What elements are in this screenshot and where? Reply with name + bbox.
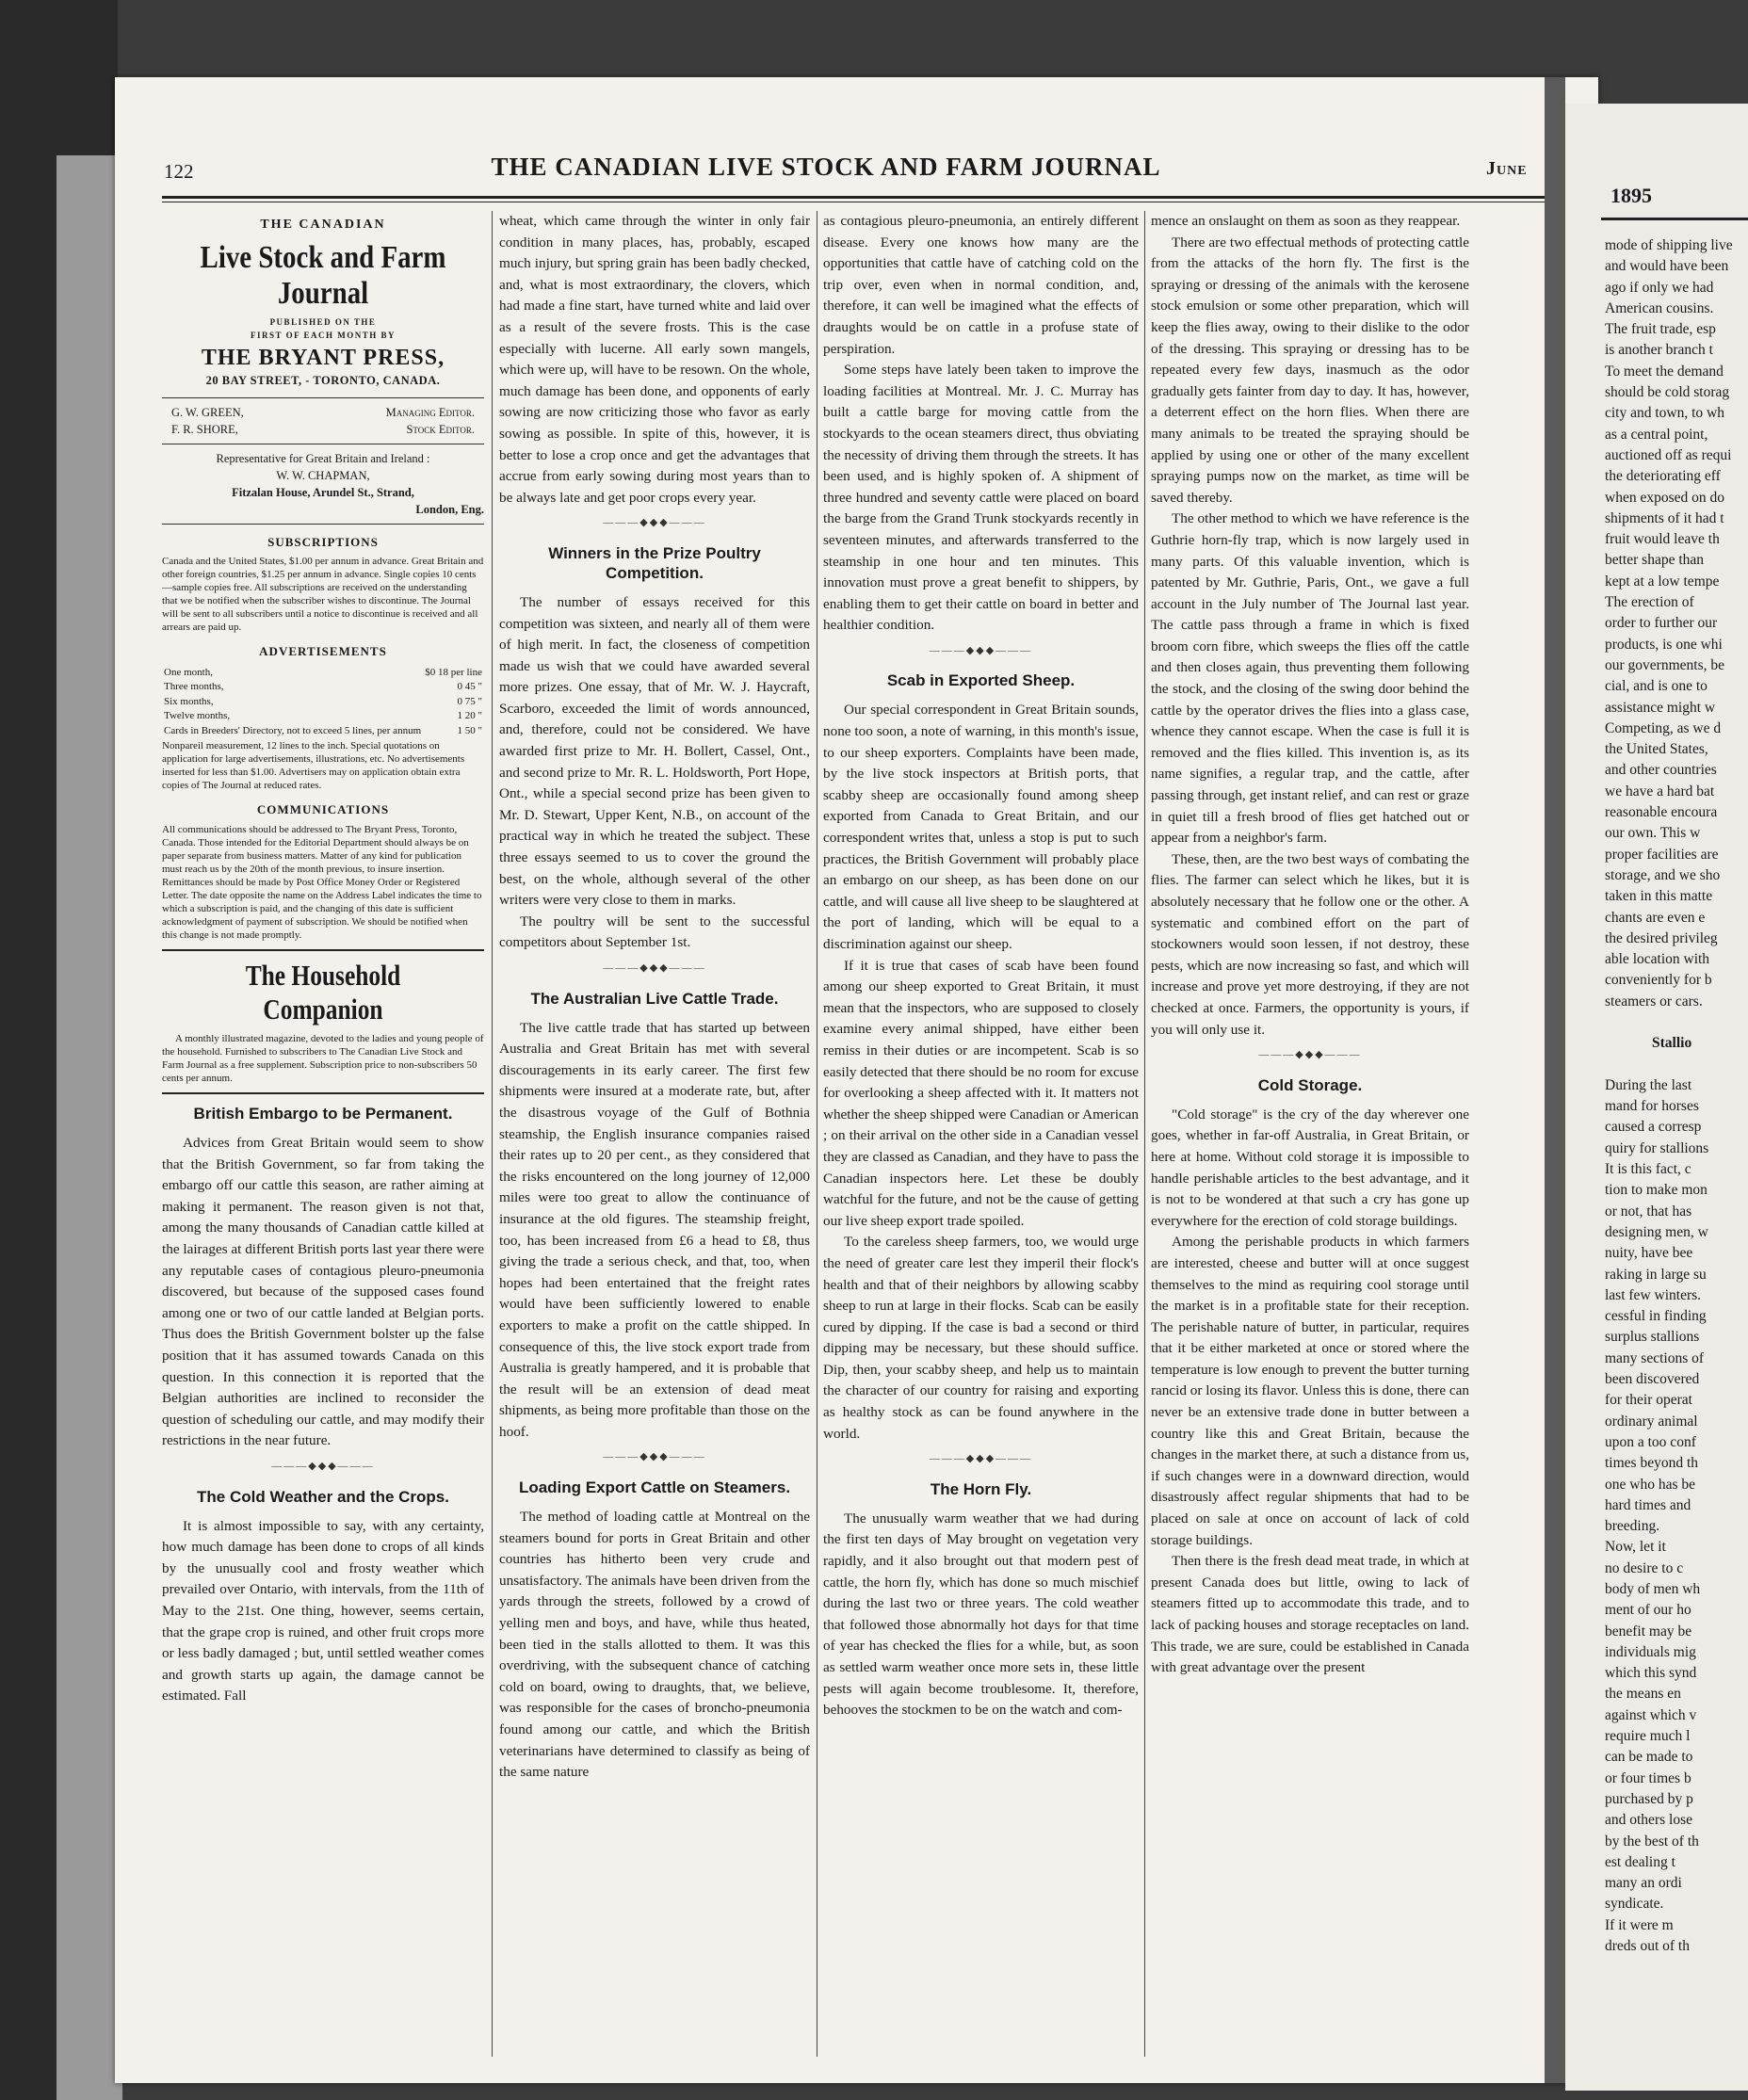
article-title: Loading Export Cattle on Steamers. (518, 1478, 791, 1497)
adjacent-page-line: can be made to (1605, 1749, 1693, 1766)
adjacent-page-line: fruit would leave th (1605, 531, 1720, 548)
article-body: The unusually warm weather that we had during the first ten days of May brought on vegetation very rapidly, and it also brought out that modern pest of cattle, the horn fly, which has done so much mischief during the last two or three years. The cold weather that followed those abnormally hot days for that time of year has checked the flies for a while, but, as soon as settled warm weather once more sets in, these little pests will again become troublesome. It, therefore, behooves the stockmen to be on the watch and com- (823, 1510, 1139, 1719)
masthead-title: Live Stock and Farm Journal (200, 239, 446, 311)
adjacent-page-line: many sections of (1605, 1349, 1705, 1366)
communications-heading: COMMUNICATIONS (256, 802, 390, 817)
adjacent-page-line: and would have been (1605, 258, 1729, 275)
table-row (164, 696, 482, 709)
household-title: The Household Companion (245, 959, 401, 1026)
article-body: The other method to which we have reference is the Guthrie horn-fly trap, which is now largely used in many parts. Of this valuable invention, which is patented by Mr. Guthrie, Paris, Ont., we gave a full account in the July number of The Journal last year. The cattle pass through a frame in which is fixed broom corn fibre, which sweeps the flies off the cattle and then closes again, thus preventing them following the stock, and the closing of the swing door behind the cattle by the operator drives the flies into a glass case, whence they cannot escape. When the case is full it is removed and the flies killed. This invention is, as its name signifies, a regular trap, and the cattle, after passing through, get instant relief, and can rest or graze in quiet till a fresh brood of flies get hatched out or appear from a neighbor's farm. (1151, 510, 1469, 847)
ornament-divider: ———◆◆◆——— (1258, 1049, 1362, 1061)
article-body: These, then, are the two best ways of combating the flies. The farmer can select which he likes, but it is absolutely necessary that he follow one or the other. A systematic and combined effort on the part of stockowners would soon lessen, if not destroy, these pests, which are now increasing so fast, and which will increase and prove yet more destroying, if they are not checked at once. Farmers, the opportunity is yours, if you will only use it. (1151, 850, 1469, 1038)
editor-list (162, 404, 484, 438)
adjacent-page-line: If it were m (1605, 1916, 1674, 1933)
editor-role: Stock Editor. (406, 422, 475, 436)
page-gutter (1545, 77, 1565, 2083)
communications-text: All communications should be addressed to The Bryant Press, Toronto, Canada. Those intended for the Editorial Department should always be on paper separate from business matters. Matter of any kind for publication must reach us by the 20th of the month previous, to insure insertion. Remittances should be made by Post Office Money Order or Registered Letter. The date opposite the name on the Address Label indicates the time to which a subscription is paid, and the changing of this date is sufficient acknowledgment of payment of subscription. We should be notified when this change is not made promptly. (162, 824, 482, 942)
masthead (162, 215, 484, 392)
adjacent-page-line: Now, let it (1605, 1539, 1666, 1556)
ornament-divider: ———◆◆◆——— (929, 644, 1033, 656)
adjacent-page-line: The erection of (1605, 594, 1694, 611)
rate-term: Three months, (164, 681, 224, 693)
journal-title: THE CANADIAN LIVE STOCK AND FARM JOURNAL (491, 153, 1161, 181)
article-title: British Embargo to be Permanent. (193, 1105, 453, 1123)
adjacent-page-line: tion to make mon (1605, 1182, 1708, 1199)
column-3 (823, 211, 1139, 2057)
rep-name: W. W. CHAPMAN, (276, 468, 370, 482)
rate-price: 1 20 " (457, 710, 482, 722)
adjacent-page-line: It is this fact, c (1605, 1161, 1691, 1178)
article-body: "Cold storage" is the cry of the day wherever one goes, whether in far-off Australia, in Great Britain, or here at home. Without cold storage it is impossible to handle perishable articles to the best advantage, and it is not to be wondered at that such a cry has gone up everywhere for the erection of cold storage buildings. (1151, 1106, 1469, 1229)
divider (162, 524, 484, 525)
household-text: A monthly illustrated magazine, devoted to the ladies and young people of the household. Furnished to subscribers to The Canadian Live Stock and Farm Journal as a free supplement. Subscription price to non-subscribers 50 cents per annum. (162, 1033, 484, 1085)
adjacent-page-line: ordinary animal (1605, 1413, 1698, 1430)
rate-price: 1 50 " (457, 724, 482, 736)
article-body: Our special correspondent in Great Britain sounds, none too soon, a note of warning, in this month's issue, to our sheep exporters. Complaints have been made, by the live stock inspectors at British ports, that scabby sheep are occasionally found among sheep exported from Canada to Great Britain, and our correspondent writes that, unless a stop is put to such practices, the British Government will probably place an embargo on our sheep, as has been done on our cattle, and will cause all live sheep to be slaughtered at the port of landing, which will be equal to a discrimination against our sheep. (823, 702, 1139, 952)
article-body: Then there is the fresh dead meat trade, in which at present Canada does but little, owing to lack of steamers fitted up to accommodate this trade, and to lack of packing houses and storage receptacles on land. This trade, we are sure, could be established in Canada with great advantage over the present (1151, 1553, 1469, 1676)
adjacent-page-line: our governments, be (1605, 656, 1724, 673)
adjacent-page-line: breeding. (1605, 1518, 1660, 1535)
article-body: wheat, which came through the winter in only fair condition in many places, has, probably, escaped much injury, but spring grain has been badly checked, and, what is most extraordinary, the clovers, which had made a fine start, have turned white and laid over as a result of the severe frosts. This is the case especially with lucerne. All early sown mangels, which were up, will have to be resown. On the whole, much damage has been done, and opponents of early sowing are now criticizing those who favor as early sowing as possible. In spite of this, however, it is better to lose a crop once and get the advantages that accrue from early sowing during most years than to be always late and get poor crops every year. (499, 213, 810, 506)
adjacent-page-line: is another branch t (1605, 342, 1713, 359)
adjacent-page-line: mand for horses (1605, 1098, 1699, 1115)
adjacent-page-line: assistance might w (1605, 699, 1716, 716)
adjacent-page-line: and other countries (1605, 762, 1717, 779)
article-body: as contagious pleuro-pneumonia, an entirely different disease. Every one knows how many are the opportunities that cattle have of catching cold on the trip over, even when in normal condition, and, therefore, it can well be imagined what the effects of draughts would be on cattle in a profuse state of perspiration. (823, 213, 1139, 357)
ornament-divider: ———◆◆◆——— (271, 1460, 375, 1472)
adjacent-page-line: city and town, to wh (1605, 405, 1724, 422)
adjacent-page-line: last few winters. (1605, 1286, 1702, 1303)
adjacent-page-year: 1895 (1610, 184, 1652, 207)
rate-term: One month, (164, 666, 213, 678)
adjacent-page-line: our own. This w (1605, 825, 1701, 842)
article-body: The number of essays received for this competition was sixteen, and nearly all of them were of high merit. In fact, the closeness of competition made us wish that we could have awarded several more prizes. One essay, that of Mr. W. J. Haycraft, Scarboro, exceeded the limit of words announced, and, therefore, could not be considered. We have awarded first prize to Mr. H. Bollert, Cassel, Ont., and second prize to Mr. R. L. Holdsworth, Port Hope, Ont., while a special second prize has been given to Mr. D. Stewart, Upper Kent, N.B., on account of the practical way in which he treated the subject. These three essays seemed to us to cover the ground the best, on the whole, although several of the other writers were very close to them in marks. (499, 593, 810, 909)
adjacent-page-line: the deteriorating eff (1605, 468, 1721, 485)
article-title: Cold Storage. (1257, 1075, 1363, 1094)
adjacent-page-line: designing men, w (1605, 1223, 1708, 1240)
rate-term: Cards in Breeders' Directory, not to exceed 5 lines, per annum (164, 724, 422, 736)
masthead-published: PUBLISHED ON THE (269, 316, 377, 327)
issue-month: June (1486, 158, 1528, 179)
scan-shadow (57, 155, 122, 2100)
article-title: The Cold Weather and the Crops. (197, 1487, 449, 1506)
adjacent-page-line: the means en (1605, 1686, 1681, 1703)
rate-term: Twelve months, (164, 710, 231, 722)
table-row (164, 667, 482, 680)
adjacent-page-line: auctioned off as requi (1605, 446, 1732, 463)
adjacent-page-line: raking in large su (1605, 1266, 1707, 1283)
adjacent-page-line: During the last (1605, 1076, 1692, 1093)
adjacent-page-line: reasonable encoura (1605, 804, 1718, 821)
adjacent-page-line: purchased by p (1605, 1790, 1693, 1807)
adjacent-page-line: conveniently for b (1605, 972, 1712, 989)
adjacent-page-line: as a central point, (1605, 426, 1708, 443)
article-body: The method of loading cattle at Montreal on the steamers bound for ports in Great Britain and other countries has hitherto been very crude and unsatisfactory. The animals have been driven from the yards through the streets, followed by a crowd of yelling men and boys, and have, while thus heated, been tied in the stalls allotted to them. It was this overdriving, with the subsequent chance of catching cold on board, owing to draughts, that, we believe, was responsible for the cases of broncho-pneumonia found among our cattle, and which the British veterinarians have determined to classify as being of the same nature (499, 1509, 810, 1781)
adjacent-page-line: the United States, (1605, 741, 1708, 758)
table-row (164, 725, 482, 738)
article-body: It is almost impossible to say, with any certainty, how much damage has been done to crops of all kinds by the unusually cool and frosty weather which prevailed over Ontario, with intervals, from the 11th of May to the 21st. One thing, however, seems certain, that the grape crop is ruined, and other fruit crops more or less badly damaged ; but, until settled weather comes and growth starts up again, the damage cannot be estimated. Fall (162, 1517, 484, 1704)
table-row (164, 681, 482, 694)
adjacent-page-line: quiry for stallions (1605, 1139, 1709, 1156)
adjacent-page-line: order to further our (1605, 615, 1718, 632)
adjacent-page-line: The fruit trade, esp (1605, 321, 1716, 338)
editor-row (171, 404, 475, 421)
divider (162, 1092, 484, 1094)
adjacent-page-fragment (1565, 104, 1748, 2091)
adjacent-page-line: body of men wh (1605, 1581, 1701, 1597)
masthead-line1: THE CANADIAN (260, 218, 386, 232)
subscriptions-heading: SUBSCRIPTIONS (267, 534, 379, 549)
article-body: The poultry will be sent to the successful competitors about September 1st. (499, 913, 810, 951)
adjacent-page-text (1605, 235, 1748, 1957)
article-body: To the careless sheep farmers, too, we would urge the need of greater care lest they imperil their flock's health and that of their neighbors by allowing scabby sheep to run at large in their flocks. Scab can be easily cured by dipping. If the case is bad a second or third dipping may be necessary, but these should suffice. Dip, then, your scabby sheep, and help us to maintain the character of our country for raising and exporting as healthy stock as can be found anywhere in the world. (823, 1234, 1139, 1442)
adjacent-page-line: shipments of it had t (1605, 509, 1724, 526)
adjacent-page-line: ago if only we had (1605, 279, 1714, 296)
article-title: Winners in the Prize Poultry Competition. (548, 543, 761, 582)
editor-role: Managing Editor. (385, 405, 475, 419)
ornament-divider: ———◆◆◆——— (603, 1451, 706, 1463)
adjacent-page-line: Stallio (1652, 1035, 1692, 1052)
adjacent-page-line: kept at a low tempe (1605, 573, 1720, 590)
adjacent-page-line: surplus stallions (1605, 1329, 1700, 1346)
editor-name: G. W. GREEN, (171, 405, 244, 419)
article-body: Advices from Great Britain would seem to show that the British Government, so far from taking the embargo off our cattle this season, are rather aiming at making it permanent. The reason given is not that, among the many thousands of Canadian cattle killed at the lairages at different British ports last year there were any reputable cases of contagious pleuro-pneumonia discovered, but because of the supposed cases found among one or two of our cattle landed at Belgian ports. Thus does the British Government bolster up the false position that it has assumed towards Canada on this question. In this connection it is reported that the Belgian authorities are inclined to reconsider the question of scheduling our cattle, and may modify their restrictions in the near future. (162, 1135, 484, 1449)
adjacent-page-line: times beyond th (1605, 1455, 1699, 1472)
adjacent-page-line: products, is one whi (1605, 636, 1723, 653)
adjacent-page-line: the desired privileg (1605, 929, 1718, 946)
article-body: The live cattle trade that has started up between Australia and Great Britain has met with several discouragements in its early career. The first few shipments were insured at a moderate rate, but, after the disastrous voyage of the Gulf of Bothnia steamship, the English insurance companies raised their rates up to 20 per cent., as they considered that the risks encountered on the long journey of 12,000 miles were too great to allow the continuance of insurance at the old figures. The steamship freight, too, has been increased from £6 a head to £8, thus giving the trade a serious check, and that, too, when hopes had been entertained that the freight rates would have been sufficiently lowered to enable exporters to make a profit on the cattle shipped. In consequence of this, the live stock export trade from Australia is greatly hampered, and it is probable that the result will be an extension of dead meat shipments, as being more profitable than those on the hoof. (499, 1019, 810, 1440)
table-row (164, 710, 482, 723)
representative (162, 450, 484, 518)
article-title: The Horn Fly. (930, 1479, 1032, 1498)
adjacent-page-line: chants are even e (1605, 909, 1706, 926)
adjacent-page-line: able location with (1605, 951, 1710, 968)
article-body: If it is true that cases of scab have been found among our sheep exported to Great Britain, it must mean that the inspectors, who are supposed to closely examine every animal shipped, have either been remiss in their duties or are incompetent. Scab is so easily detected that there should be no room for excuse for overlooking a sheep affected with it. It matters not whether the sheep shipped were Canadian or American ; on their arrival on the other side in a Canadian vessel they are classed as Canadian, and they have to pass the Canadian inspectors here. Let these be doubly watchful for the future, and not be the cause of getting our live sheep export trade spoiled. (823, 957, 1139, 1229)
adjacent-page-line: taken in this matte (1605, 888, 1713, 905)
adjacent-page-line: benefit may be (1605, 1623, 1692, 1640)
ornament-divider: ———◆◆◆——— (603, 517, 706, 529)
subscriptions-text: Canada and the United States, $1.00 per annum in advance. Great Britain and other foreign countries, $1.25 per annum in advance. Single copies 10 cents—sample copies free. All subscriptions are received on the understanding that we be notified when the subscriber wishes to discontinue. The Journal will be sent to all subscribers until a notice to discontinue is received and all arrears are paid up. (162, 556, 484, 634)
masthead-published-2: FIRST OF EACH MONTH BY (250, 330, 396, 340)
adjacent-page-line: mode of shipping live (1605, 237, 1733, 253)
adjacent-page-line (1605, 1012, 1748, 1033)
adjacent-page-line: when exposed on do (1605, 489, 1724, 506)
adjacent-page-line: better shape than (1605, 552, 1705, 569)
adjacent-page-line: or four times b (1605, 1769, 1691, 1786)
divider (162, 949, 484, 951)
article-title: The Australian Live Cattle Trade. (530, 989, 779, 1008)
adjacent-page-line: we have a hard bat (1605, 783, 1715, 800)
column-rule (492, 211, 493, 2057)
adjacent-page-line: for their operat (1605, 1392, 1692, 1409)
adjacent-page-line: est dealing t (1605, 1853, 1675, 1870)
rep-city: London, Eng. (415, 502, 484, 516)
adjacent-page-line: American cousins. (1605, 299, 1714, 316)
adjacent-page-line: hard times and (1605, 1496, 1691, 1513)
rate-price: 0 75 " (457, 695, 482, 707)
editor-name: F. R. SHORE, (171, 422, 238, 436)
publisher-name: THE BRYANT PRESS, (201, 345, 445, 370)
article-body: mence an onslaught on them as soon as they reappear. (1151, 213, 1461, 229)
divider (162, 397, 484, 398)
article-body: Among the perishable products in which farmers are interested, cheese and butter will at once suggest themselves to the mind as requiring cool storage until the market is in a profitable state for their reception. The perishable nature of butter, in particular, requires that it be either marketed at once or stored where the temperature is low enough to prevent the butter turning rancid or losing its flavor. Unless this is done, there can never be an extensive trade done in butter between a country like this and Great Britain, because the changes in the market there, at such a distance from us, if such changes were in a downward direction, would disastrously affect regular shipments that had to be placed on sale at once on account of lack of cold storage buildings. (1151, 1234, 1469, 1548)
rate-price: 0 45 " (457, 681, 482, 693)
rep-label: Representative for Great Britain and Ireland : (216, 451, 430, 465)
adjacent-page-line: been discovered (1605, 1371, 1700, 1388)
ornament-divider: ———◆◆◆——— (929, 1453, 1033, 1465)
advertisements-text: Nonpareil measurement, 12 lines to the inch. Special quotations on application for large advertisements, illustrations, etc. No advertisements inserted for less than $1.00. Advertisers may on application obtain extra copies of The Journal at reduced rates. (162, 740, 465, 792)
article-title: Scab in Exported Sheep. (886, 671, 1076, 690)
adjacent-page-line: against which v (1605, 1706, 1697, 1723)
adjacent-page-rule (1601, 218, 1748, 220)
adjacent-page-line: individuals mig (1605, 1643, 1696, 1660)
adjacent-page-line: should be cold storag (1605, 384, 1730, 401)
adjacent-page-line: and others lose (1605, 1812, 1692, 1829)
adjacent-page-line: Competing, as we d (1605, 719, 1722, 736)
adjacent-page-line: dreds out of th (1605, 1938, 1690, 1955)
article-body: There are two effectual methods of protecting cattle from the attacks of the horn fly. The first is the spraying or dressing of the animals with the kerosene stock emulsion or some other preparation, which will keep the flies away, owing to their dislike to the odor of the dressing. This spraying or dressing has to be repeated every few days, inasmuch as the odor gradually gets fainter from day to day. It has, however, a deterrent effect on the horn flies. When there are many animals to be treated the spraying should be applied by using one or other of the many excellent spraying pumps now on the market, as time will be saved thereby. (1151, 234, 1469, 506)
ad-rates-table (162, 665, 484, 740)
column-2 (499, 211, 810, 2057)
adjacent-page-line: no desire to c (1605, 1559, 1684, 1576)
adjacent-page-line: caused a corresp (1605, 1119, 1702, 1136)
adjacent-page-line: by the best of th (1605, 1833, 1699, 1850)
page-number: 122 (164, 160, 194, 183)
adjacent-page-line: To meet the demand (1605, 363, 1724, 380)
column-4 (1151, 211, 1469, 2057)
adjacent-page-line: cessful in finding (1605, 1308, 1707, 1325)
publisher-address: 20 BAY STREET, - TORONTO, CANADA. (205, 374, 441, 388)
rate-term: Six months, (164, 695, 214, 707)
advertisements-heading: ADVERTISEMENTS (259, 644, 387, 659)
adjacent-page-line: which this synd (1605, 1665, 1697, 1682)
adjacent-page-line: steamers or cars. (1605, 993, 1703, 1010)
adjacent-page-line: one who has be (1605, 1476, 1695, 1493)
adjacent-page-line: syndicate. (1605, 1896, 1664, 1913)
adjacent-page-line: many an ordi (1605, 1875, 1682, 1892)
article-body: Some steps have lately been taken to improve the loading facilities at Montreal. Mr. J. C. Murray has built a cattle barge for moving cattle from the stockyards to the ocean steamers direct, thus obviating the necessity of driving them through the streets. It has been used, and is highly spoken of. A shipment of three hundred and seventy cattle were placed on board the barge from the Grand Trunk stockyards recently in seventeen minutes, and afterwards transferred to the steamship in one hour and ten minutes. This innovation must prove a great benefit to shippers, by enabling them to get their cattle on board in better and healthier condition. (823, 362, 1139, 634)
adjacent-page-line: upon a too conf (1605, 1433, 1696, 1450)
column-1 (162, 211, 484, 2057)
adjacent-page-line: or not, that has (1605, 1203, 1692, 1220)
rep-address: Fitzalan House, Arundel St., Strand, (232, 485, 414, 499)
adjacent-page-line: ment of our ho (1605, 1602, 1691, 1619)
adjacent-page-line (1605, 1055, 1748, 1075)
adjacent-page-line: storage, and we sho (1605, 866, 1721, 883)
header-rule (162, 196, 1598, 202)
adjacent-page-line: require much l (1605, 1728, 1691, 1745)
adjacent-page-line: cial, and is one to (1605, 678, 1708, 695)
column-rule (1144, 211, 1145, 2057)
adjacent-page-line: proper facilities are (1605, 846, 1719, 863)
rate-price: $0 18 per line (425, 666, 482, 678)
newspaper-page (115, 77, 1598, 2083)
adjacent-page-line: nuity, have bee (1605, 1245, 1693, 1262)
ornament-divider: ———◆◆◆——— (603, 962, 706, 974)
editor-row (171, 421, 475, 438)
